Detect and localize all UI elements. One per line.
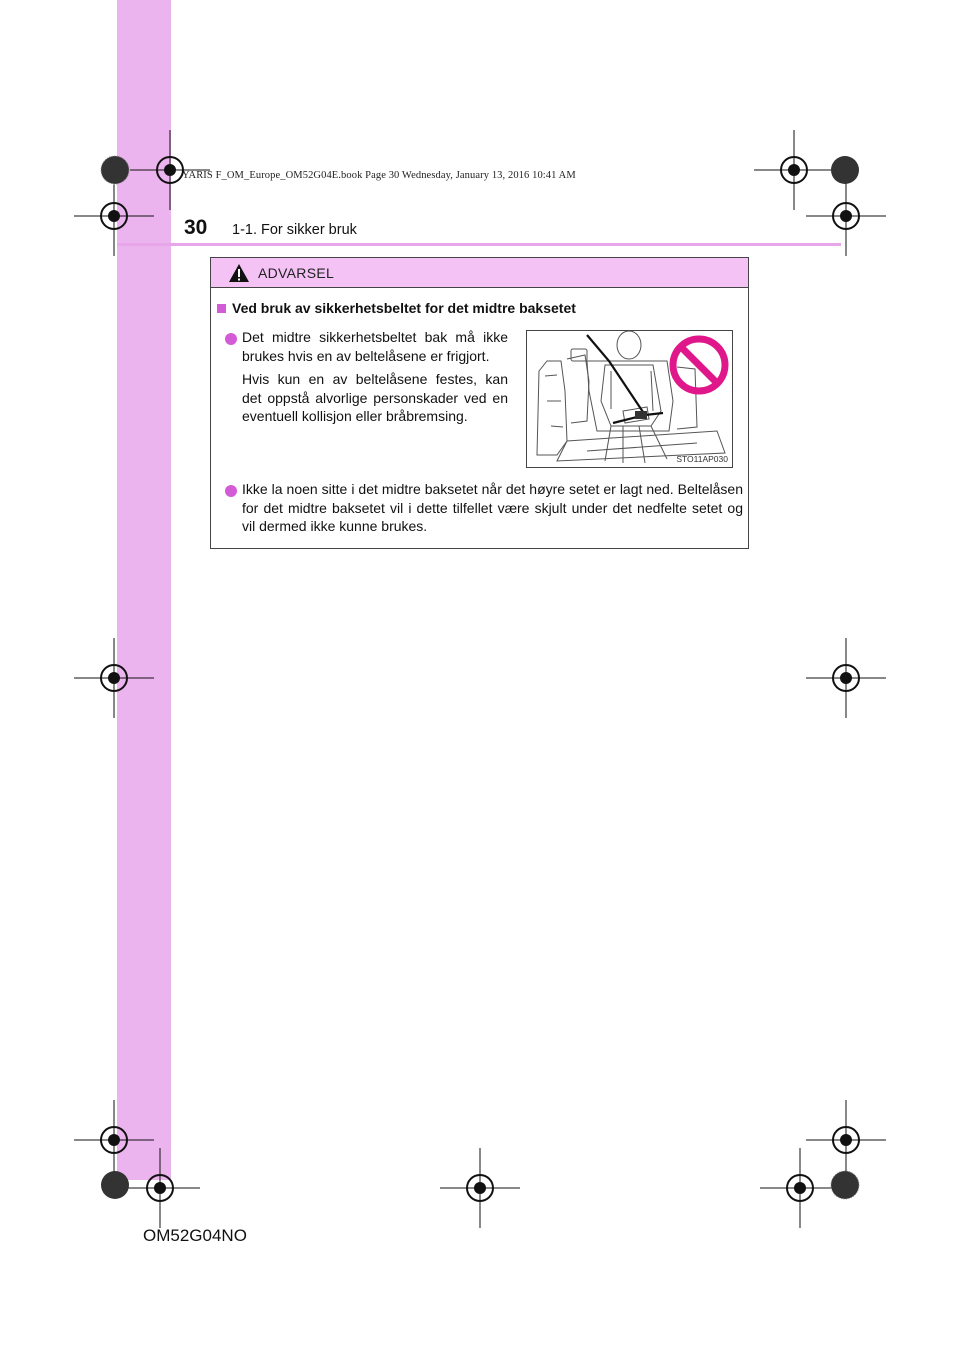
registration-mark-icon (806, 638, 886, 718)
header-rule (117, 243, 841, 246)
warning-box (210, 257, 749, 549)
warning-header (211, 258, 748, 288)
bullet1-line2: brukes hvis en av beltelåsene er frigjort. (242, 347, 490, 364)
paragraph2 (242, 370, 508, 426)
warning-triangle-icon (228, 263, 250, 283)
seatbelt-drawing (527, 331, 732, 467)
starburst-mark-icon (830, 155, 860, 185)
prohibition-icon (673, 339, 725, 391)
starburst-mark-icon (830, 1170, 860, 1200)
bullet1-text (242, 328, 508, 365)
registration-mark-icon (120, 1148, 200, 1228)
warning-subheading-text: Ved bruk av sikkerhetsbeltet for det midtre baksetet (232, 300, 576, 316)
section-title: 1-1. For sikker bruk (232, 222, 357, 238)
warning-subheading (217, 300, 576, 316)
page-number: 30 (184, 216, 208, 239)
bullet1-line1: Det midtre sikkerhetsbeltet bak må ikke (242, 329, 508, 345)
bullet-icon (225, 333, 237, 345)
para2-line2: det oppstå alvorlige personskader ved en (242, 389, 508, 406)
seatbelt-illustration (526, 330, 733, 468)
starburst-mark-icon (100, 155, 130, 185)
bullet2-text: Ikke la noen sitte i det midtre baksetet når det høyre setet er lagt ned. Beltelåsen for det midtre baksetet vil i dette tilfellet være skjult under det nedfelte setet og vil dermed ikke kunne brukes. (242, 481, 743, 534)
registration-mark-icon (754, 130, 834, 210)
registration-mark-icon (74, 638, 154, 718)
bullet-icon (225, 485, 237, 497)
figure-code: STO11AP030 (676, 454, 728, 464)
registration-mark-icon (440, 1148, 520, 1228)
starburst-mark-icon (100, 1170, 130, 1200)
square-bullet-icon (217, 304, 226, 313)
footer-code: OM52G04NO (143, 1226, 247, 1245)
registration-mark-icon (130, 130, 210, 210)
book-info-line: YARIS F_OM_Europe_OM52G04E.book Page 30 Wednesday, January 13, 2016 10:41 AM (182, 170, 576, 181)
para2-line1: Hvis kun en av beltelåsene festes, kan (242, 371, 508, 387)
registration-mark-icon (760, 1148, 840, 1228)
para2-line3: eventuell kollisjon eller bråbremsing. (242, 408, 468, 424)
warning-title: ADVARSEL (258, 264, 335, 281)
